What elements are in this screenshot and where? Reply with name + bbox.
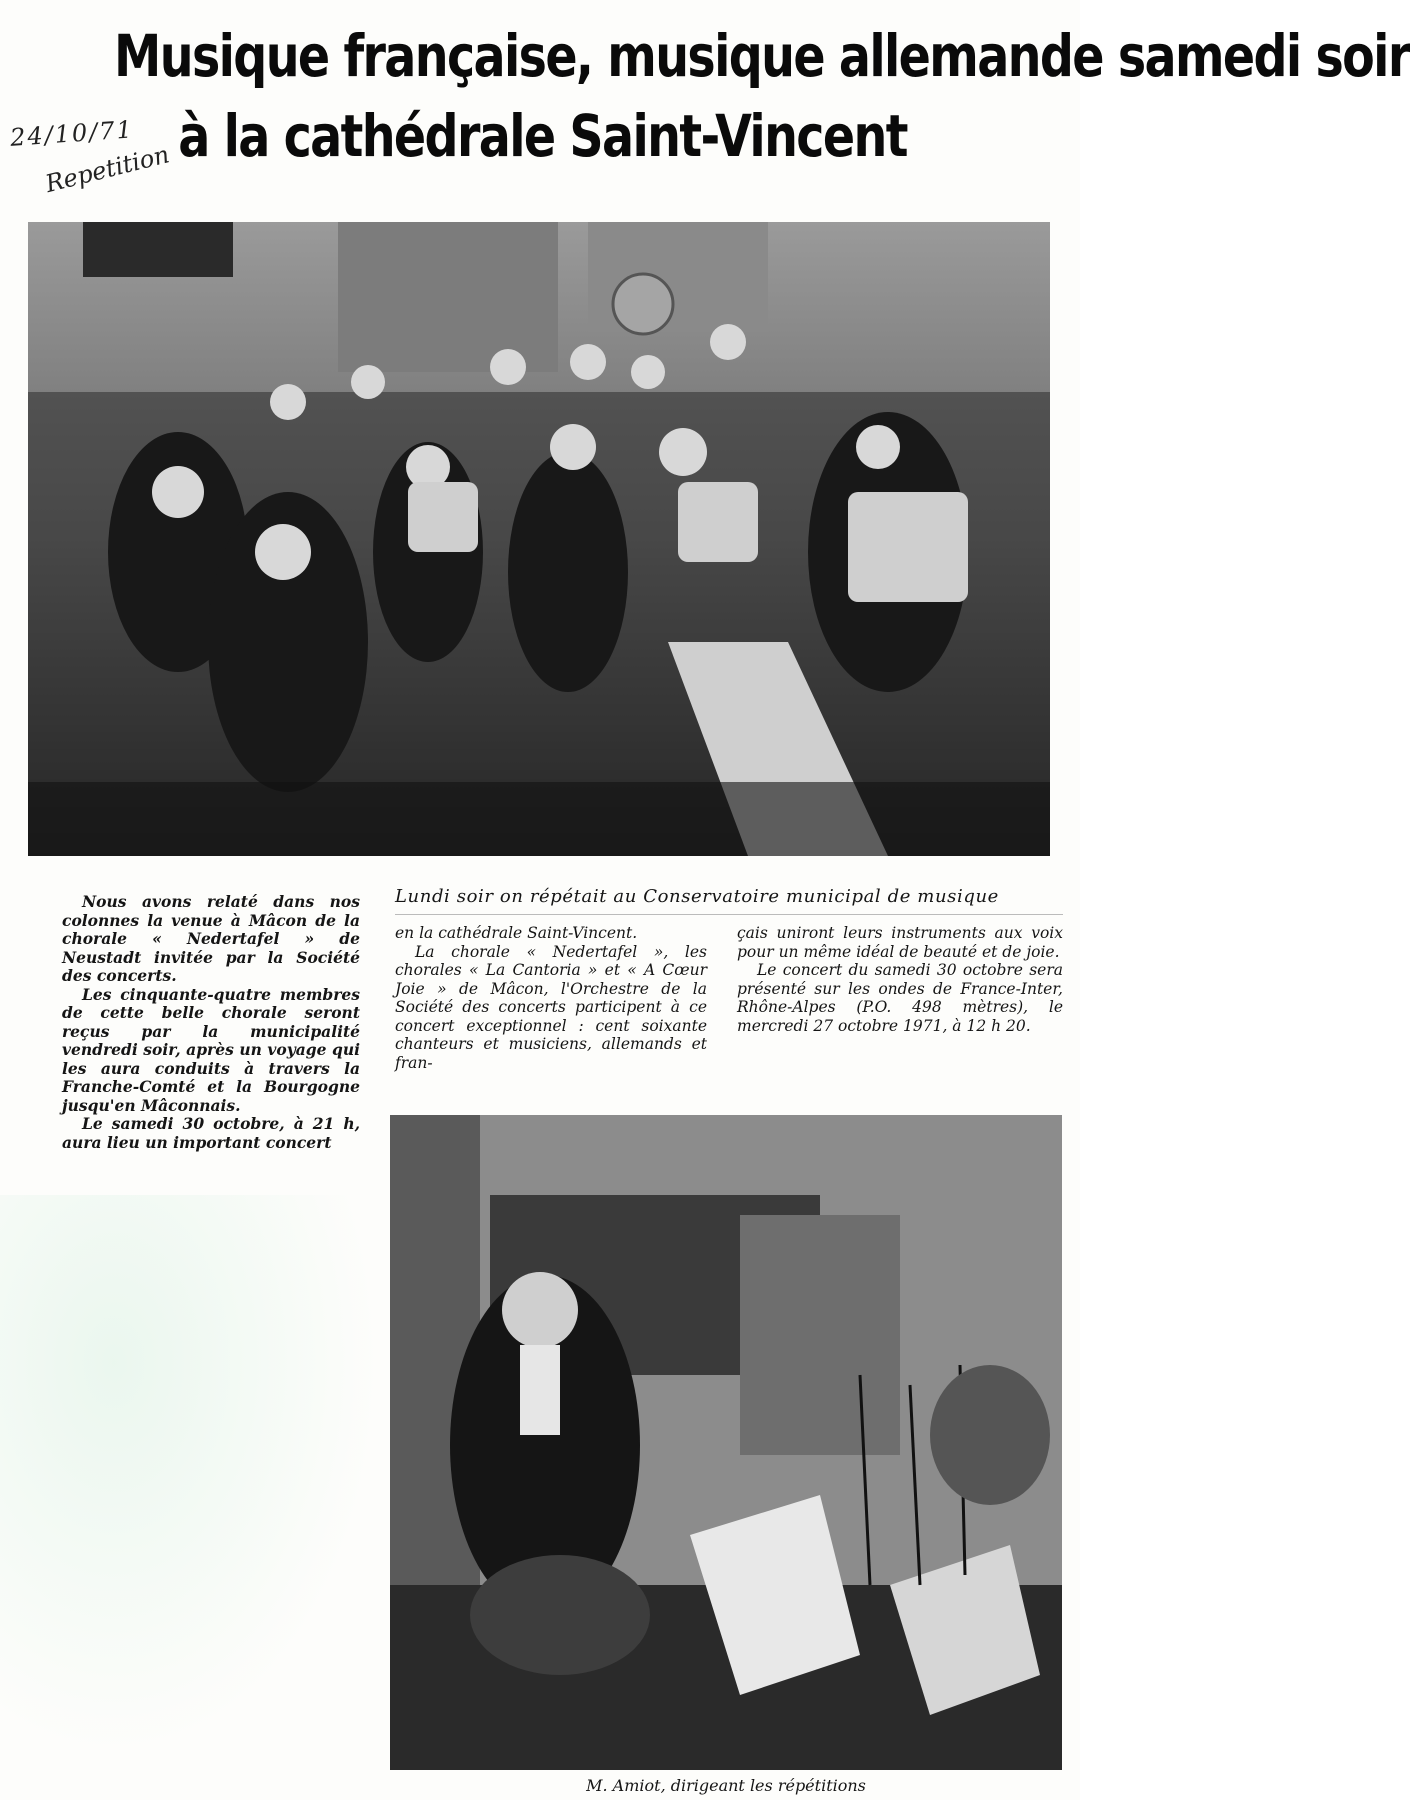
paragraph: La chorale « Nedertafel », les chorales « La Cantoria » et « A Cœur Joie » de Mâcon, l'Orchestre de la Société des concerts participent à ce concert exceptionnel : cent soixante chanteurs et musiciens, allemands et fran- bbox=[395, 942, 707, 1072]
headline bbox=[114, 16, 1410, 176]
divider bbox=[395, 914, 1063, 915]
paragraph: çais uniront leurs instruments aux voix pour un même idéal de beauté et de joie. bbox=[737, 924, 1063, 961]
headline-line-2: à la cathédrale Saint-Vincent bbox=[178, 102, 907, 170]
paper-stain bbox=[0, 1195, 380, 1755]
article-column-3 bbox=[737, 924, 1063, 1035]
handwritten-word: Repetition bbox=[42, 140, 173, 199]
paragraph: Le samedi 30 octobre, à 21 h, aura lieu un important concert bbox=[62, 1114, 360, 1152]
photo-caption: M. Amiot, dirigeant les répétitions bbox=[586, 1776, 866, 1795]
photo-conductor-image bbox=[390, 1115, 1062, 1770]
photo-kicker: Lundi soir on répétait au Conservatoire municipal de musique bbox=[395, 886, 999, 907]
article-column-2 bbox=[395, 924, 707, 1072]
headline-line-1: Musique française, musique allemande samedi soir bbox=[114, 22, 1410, 90]
paragraph: Le concert du samedi 30 octobre sera présenté sur les ondes de France-Inter, Rhône-Alpes (P.O. 498 mètres), le mercredi 27 octobre 1971, à 12 h 20. bbox=[737, 961, 1063, 1035]
handwritten-date: 24/10/71 bbox=[9, 115, 135, 152]
photo-conductor bbox=[390, 1115, 1062, 1770]
paragraph: Nous avons relaté dans nos colonnes la venue à Mâcon de la chorale « Nedertafel » de Neustadt invitée par la Société des concerts. bbox=[62, 892, 360, 985]
photo-choir-rehearsal bbox=[28, 222, 1050, 856]
paragraph: Les cinquante-quatre membres de cette belle chorale seront reçus par la municipalité vendredi soir, après un voyage qui les aura conduits à travers la Franche-Comté et la Bourgogne jusqu'en Mâconnais. bbox=[62, 984, 360, 1115]
paragraph: en la cathédrale Saint-Vincent. bbox=[395, 924, 638, 942]
article-column-1 bbox=[62, 893, 360, 1152]
handwritten-annotation bbox=[9, 115, 180, 208]
photo-choir-rehearsal-image bbox=[28, 222, 1050, 856]
